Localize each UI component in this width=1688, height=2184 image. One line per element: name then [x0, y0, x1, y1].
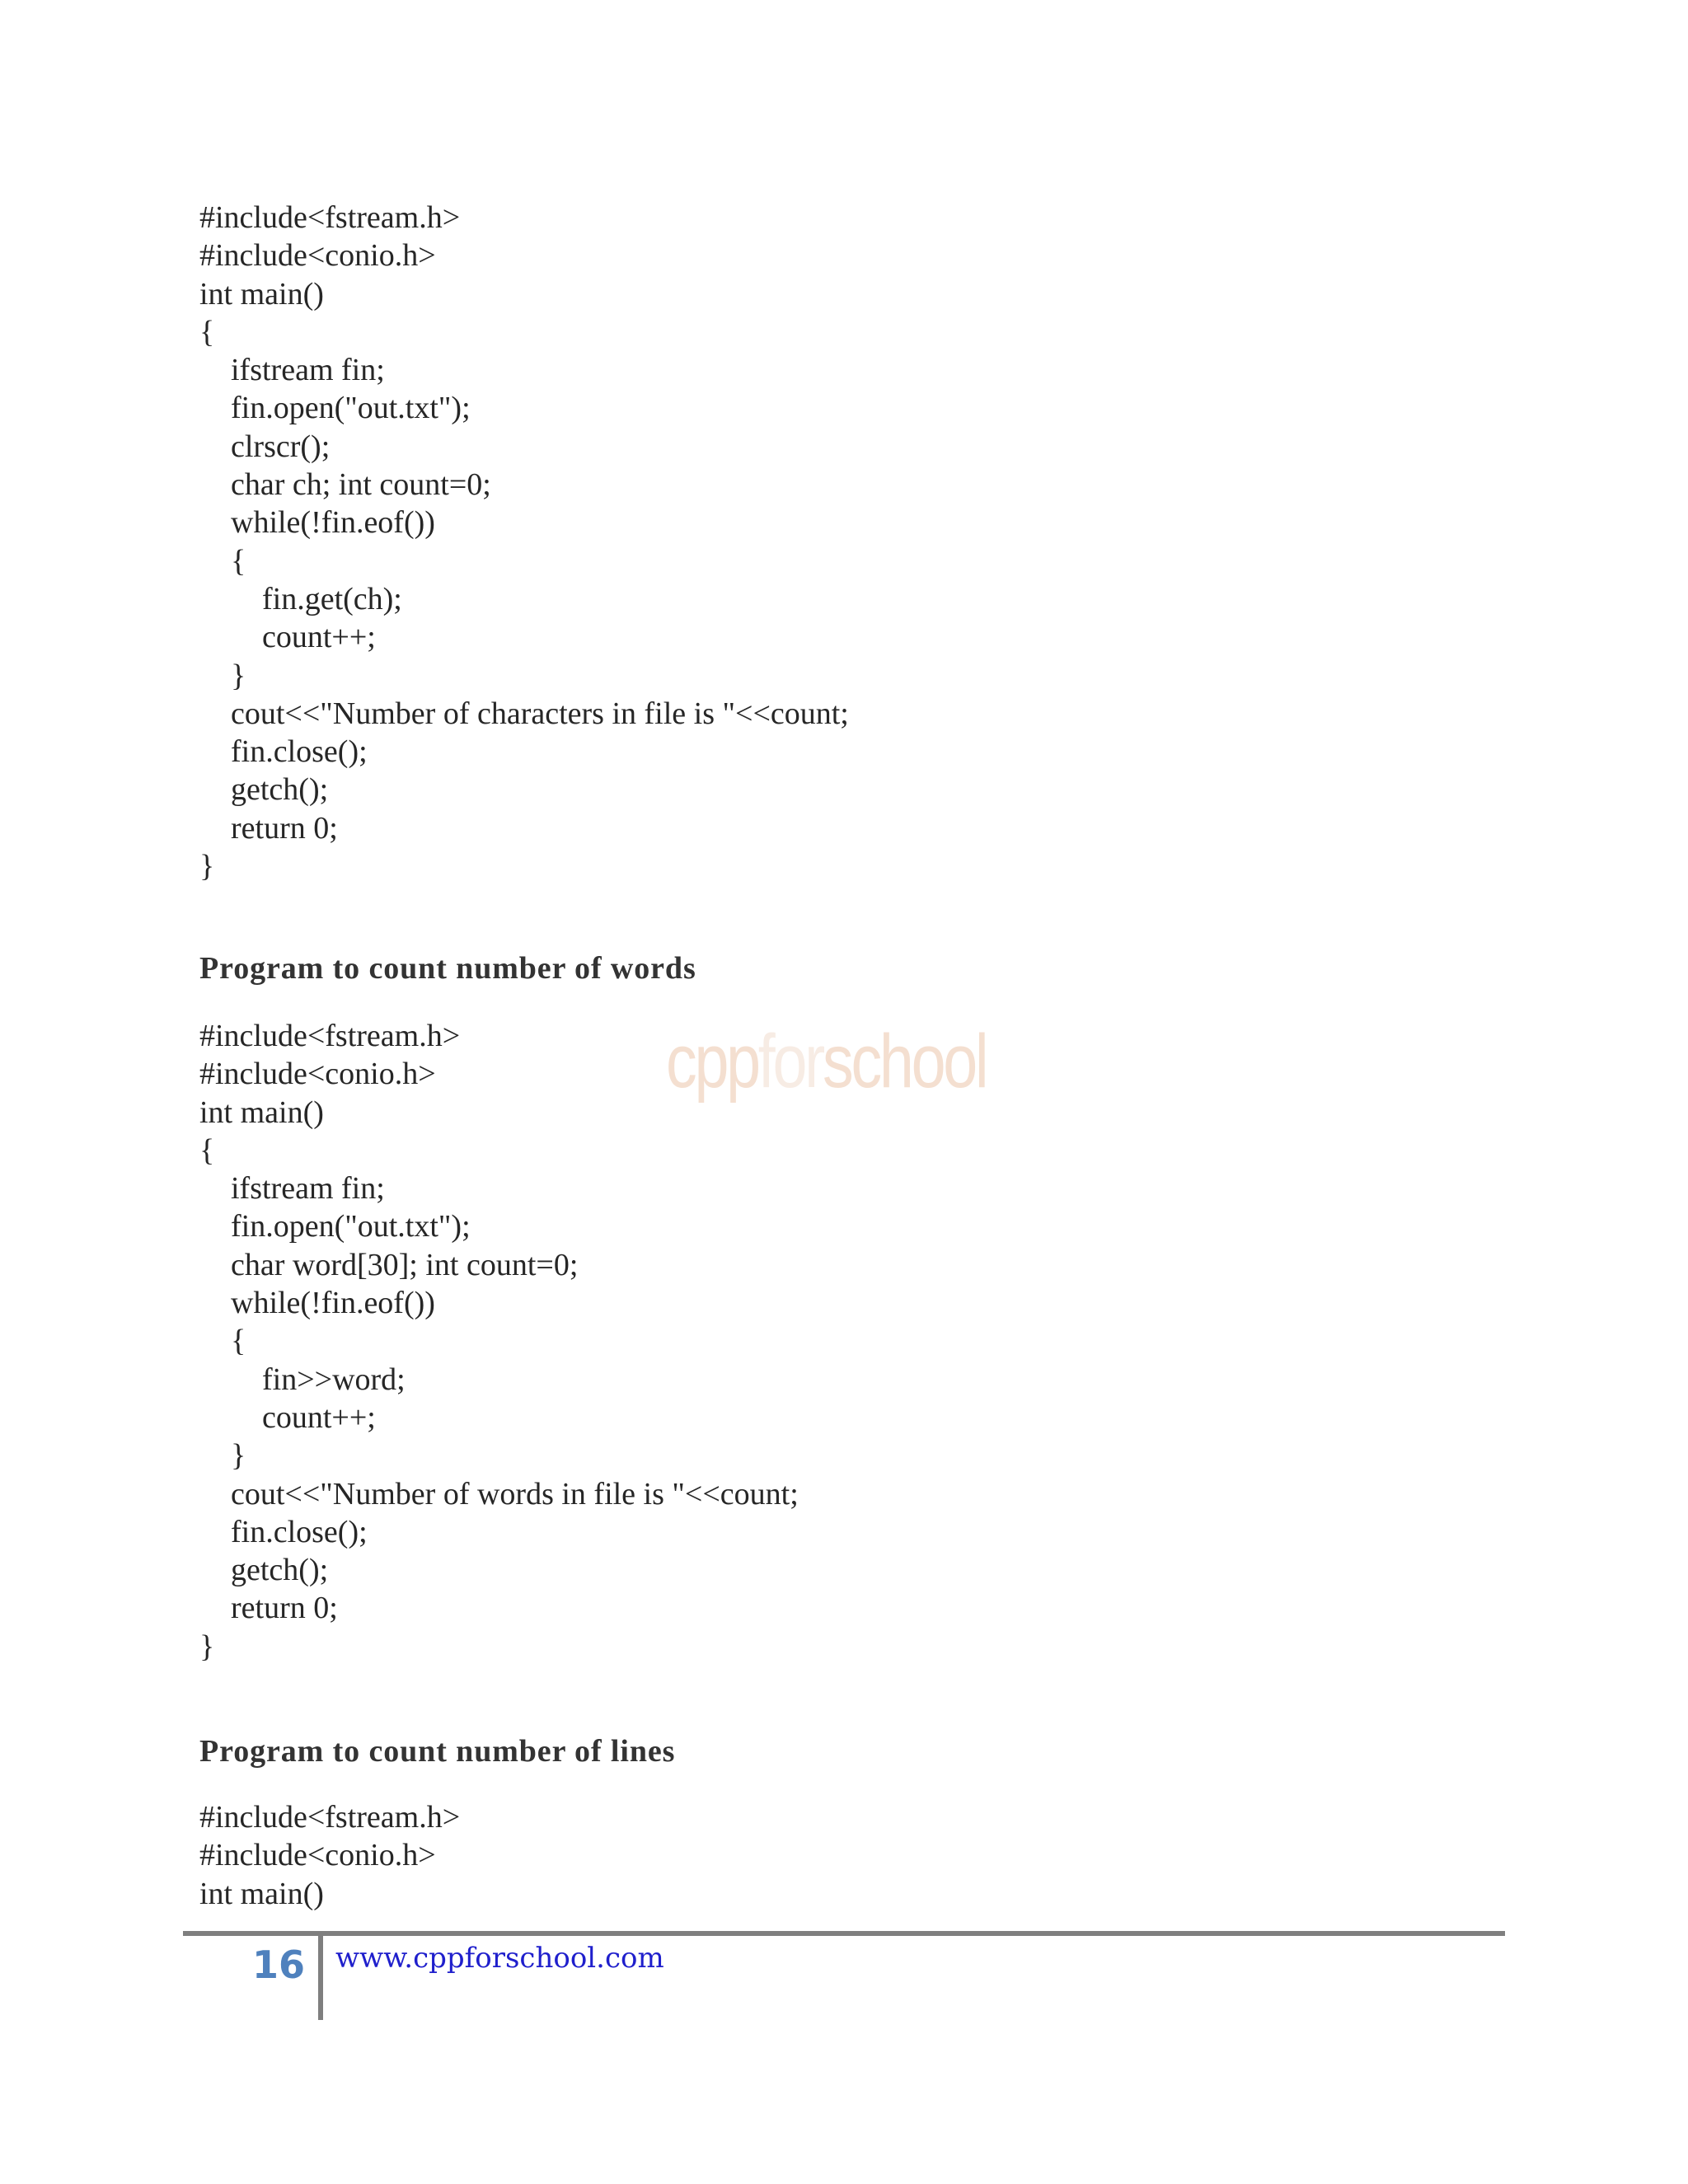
code-line: char ch; int count=0;	[199, 467, 491, 503]
code-line: count++;	[199, 620, 376, 655]
code-line: return 0;	[199, 1591, 338, 1626]
code-line: int main()	[199, 276, 324, 312]
code-line: getch();	[199, 772, 329, 808]
code-line: }	[199, 849, 215, 884]
code-line: {	[199, 543, 246, 579]
code-line: #include<conio.h>	[199, 1057, 436, 1092]
code-line: fin>>word;	[199, 1361, 406, 1397]
code-block-characters	[199, 199, 849, 885]
heading-count-words: Program to count number of words	[199, 951, 696, 986]
code-line: ifstream fin;	[199, 1171, 385, 1207]
code-line: #include<conio.h>	[199, 238, 436, 274]
code-line: char word[30]; int count=0;	[199, 1247, 579, 1282]
code-line: fin.close();	[199, 734, 368, 770]
code-line: cout<<"Number of characters in file is "<<count;	[199, 696, 849, 731]
code-line: #include<fstream.h>	[199, 1800, 461, 1835]
code-line: #include<conio.h>	[199, 1838, 436, 1873]
code-line: }	[199, 1438, 246, 1474]
heading-count-lines: Program to count number of lines	[199, 1734, 676, 1769]
code-line: fin.get(ch);	[199, 581, 402, 616]
watermark-part-1: cpp	[666, 1019, 758, 1104]
code-line: fin.open("out.txt");	[199, 1209, 471, 1244]
watermark-part-3: school	[823, 1019, 987, 1104]
code-line: while(!fin.eof())	[199, 1286, 435, 1321]
code-block-words	[199, 1017, 799, 1666]
code-line: #include<fstream.h>	[199, 200, 461, 235]
code-line: {	[199, 1132, 215, 1168]
code-line: getch();	[199, 1553, 329, 1588]
code-line: #include<fstream.h>	[199, 1019, 461, 1053]
watermark-part-2: for	[757, 1019, 823, 1104]
code-line: while(!fin.eof())	[199, 505, 435, 541]
code-line: cout<<"Number of words in file is "<<count;	[199, 1476, 799, 1511]
page-number: 16	[252, 1943, 306, 1987]
code-line: return 0;	[199, 810, 338, 846]
code-line: ifstream fin;	[199, 353, 385, 388]
code-line: }	[199, 1629, 215, 1664]
code-line: fin.open("out.txt");	[199, 391, 471, 426]
code-line: int main()	[199, 1876, 324, 1911]
footer-rule	[183, 1931, 1505, 1936]
code-line: }	[199, 658, 246, 693]
code-line: {	[199, 1324, 246, 1359]
code-line: fin.close();	[199, 1514, 368, 1549]
code-line: count++;	[199, 1399, 376, 1435]
code-line: clrscr();	[199, 429, 331, 464]
code-line: {	[199, 314, 215, 349]
code-line: int main()	[199, 1094, 324, 1130]
footer-divider	[318, 1931, 323, 2020]
code-block-lines	[199, 1798, 460, 1913]
footer-website-link[interactable]: www.cppforschool.com	[335, 1942, 664, 1975]
